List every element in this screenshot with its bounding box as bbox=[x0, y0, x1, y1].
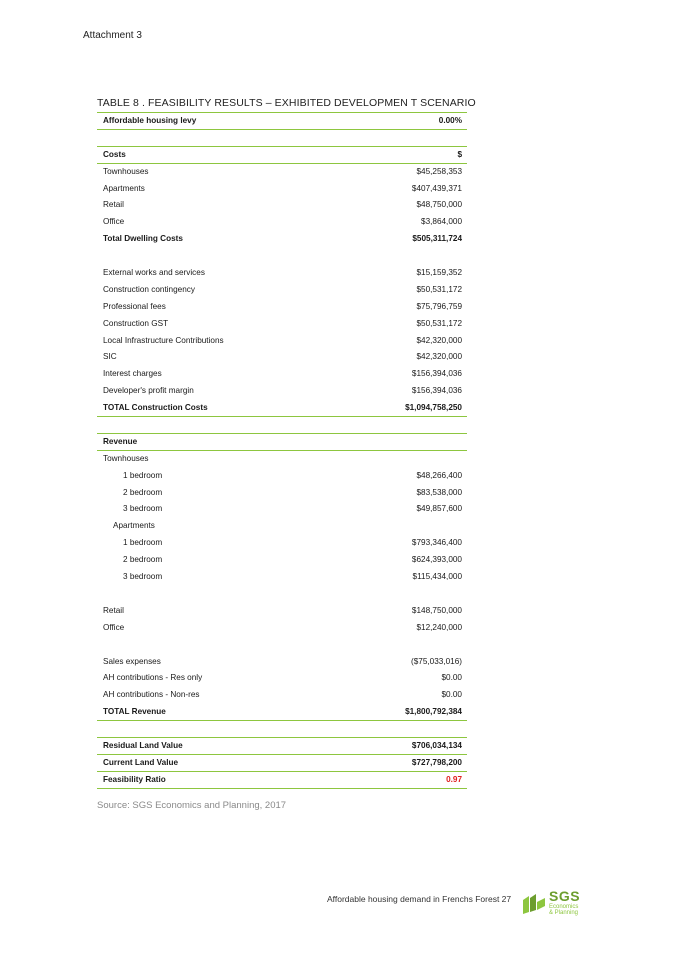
row-value: $156,394,036 bbox=[411, 369, 462, 379]
table-title: TABLE 8 . FEASIBILITY RESULTS – EXHIBITED DEVELOPMEN T SCENARIO bbox=[97, 97, 476, 109]
row-label: Retail bbox=[103, 605, 124, 615]
row-label: Apartments bbox=[103, 183, 145, 193]
logo-subtitle-line1: Economics bbox=[549, 904, 579, 910]
row-label: Developer's profit margin bbox=[103, 386, 194, 396]
table-row-spacer bbox=[97, 130, 467, 147]
table-row-revenue-header bbox=[97, 434, 467, 451]
table-row bbox=[97, 333, 467, 350]
row-label: 1 bedroom bbox=[123, 470, 163, 480]
table-row bbox=[97, 485, 467, 502]
table-row bbox=[97, 468, 467, 485]
row-label: Professional fees bbox=[103, 301, 166, 311]
row-value: ($75,033,016) bbox=[411, 656, 462, 666]
table-row bbox=[97, 214, 467, 231]
attachment-label: Attachment 3 bbox=[83, 30, 142, 41]
row-label: Construction GST bbox=[103, 318, 169, 328]
table-row bbox=[97, 451, 467, 468]
table-row-spacer bbox=[97, 586, 467, 603]
table-row-spacer bbox=[97, 637, 467, 654]
row-label: SIC bbox=[103, 352, 117, 362]
row-label: AH contributions - Non-res bbox=[103, 690, 200, 700]
row-label: Interest charges bbox=[103, 369, 162, 379]
row-label: Sales expenses bbox=[103, 656, 161, 666]
row-value: $83,538,000 bbox=[416, 487, 462, 497]
logo-subtitle-line2: & Planning bbox=[549, 910, 579, 916]
row-label: TOTAL Revenue bbox=[103, 707, 166, 717]
sgs-logo bbox=[521, 890, 581, 918]
row-label: Construction contingency bbox=[103, 284, 195, 294]
row-label: External works and services bbox=[103, 268, 205, 278]
table-row-total-dwelling bbox=[97, 231, 467, 248]
currency-symbol: $ bbox=[457, 149, 462, 159]
row-label: 2 bedroom bbox=[123, 487, 163, 497]
row-value: $727,798,200 bbox=[411, 757, 462, 767]
row-label: 3 bedroom bbox=[123, 504, 163, 514]
row-value: $3,864,000 bbox=[421, 217, 462, 227]
table-row-spacer bbox=[97, 248, 467, 265]
logo-wordmark: SGS bbox=[549, 888, 581, 904]
footer-page-text: Affordable housing demand in Frenchs Forest 27 bbox=[327, 894, 512, 904]
row-label: Affordable housing levy bbox=[103, 116, 197, 125]
table-row-total-revenue bbox=[97, 704, 467, 721]
table-row bbox=[97, 197, 467, 214]
row-label: Apartments bbox=[113, 521, 155, 531]
row-label: Townhouses bbox=[103, 453, 149, 463]
row-label: TOTAL Construction Costs bbox=[103, 403, 208, 413]
table-row-spacer bbox=[97, 721, 467, 738]
row-value: $15,159,352 bbox=[416, 268, 462, 278]
row-value: $75,796,759 bbox=[416, 301, 462, 311]
table-row bbox=[97, 603, 467, 620]
row-label: Residual Land Value bbox=[103, 740, 183, 750]
table-row bbox=[97, 282, 467, 299]
source-note: Source: SGS Economics and Planning, 2017 bbox=[97, 800, 287, 811]
table-row bbox=[97, 620, 467, 637]
row-value: $49,857,600 bbox=[416, 504, 462, 514]
table-row bbox=[97, 383, 467, 400]
table-row-total-construction bbox=[97, 400, 467, 417]
row-value: $0.00 bbox=[441, 690, 462, 700]
table-row bbox=[97, 181, 467, 198]
row-label: Office bbox=[103, 622, 125, 632]
row-label: 1 bedroom bbox=[123, 538, 163, 548]
row-value: 0.00% bbox=[438, 116, 462, 125]
sgs-logo-icon bbox=[521, 892, 547, 916]
table-row bbox=[97, 349, 467, 366]
table-row bbox=[97, 518, 467, 535]
table-row bbox=[97, 687, 467, 704]
row-label: Retail bbox=[103, 200, 124, 210]
row-value: $148,750,000 bbox=[411, 605, 462, 615]
table-row-spacer bbox=[97, 417, 467, 434]
table-row bbox=[97, 654, 467, 671]
table-row bbox=[97, 316, 467, 333]
feasibility-table bbox=[97, 113, 467, 789]
section-header: Costs bbox=[103, 149, 126, 159]
row-label: 3 bedroom bbox=[123, 572, 163, 582]
row-value: $0.00 bbox=[441, 673, 462, 683]
row-value: $505,311,724 bbox=[412, 234, 462, 244]
row-value: $407,439,371 bbox=[411, 183, 462, 193]
row-value: $42,320,000 bbox=[416, 335, 462, 345]
row-value: $793,346,400 bbox=[411, 538, 462, 548]
table-row-levy bbox=[97, 113, 467, 130]
row-label: Townhouses bbox=[103, 166, 149, 176]
row-value: $156,394,036 bbox=[411, 386, 462, 396]
feasibility-ratio-value: 0.97 bbox=[446, 774, 462, 784]
row-label: Total Dwelling Costs bbox=[103, 234, 183, 244]
section-header: Revenue bbox=[103, 436, 138, 446]
table-row bbox=[97, 265, 467, 282]
table-row bbox=[97, 501, 467, 518]
table-row bbox=[97, 366, 467, 383]
row-value: $12,240,000 bbox=[416, 622, 462, 632]
row-value: $1,094,758,250 bbox=[405, 403, 462, 413]
row-value: $50,531,172 bbox=[416, 318, 462, 328]
table-row bbox=[97, 552, 467, 569]
row-value: $42,320,000 bbox=[416, 352, 462, 362]
row-value: $45,258,353 bbox=[416, 166, 462, 176]
row-label: 2 bedroom bbox=[123, 555, 163, 565]
table-row bbox=[97, 164, 467, 181]
row-label: Office bbox=[103, 217, 125, 227]
table-row-feasibility-ratio bbox=[97, 772, 467, 789]
row-value: $115,434,000 bbox=[412, 572, 462, 582]
row-label: AH contributions - Res only bbox=[103, 673, 203, 683]
table-row-current-land-value bbox=[97, 755, 467, 772]
row-value: $48,266,400 bbox=[416, 470, 462, 480]
row-value: $624,393,000 bbox=[411, 555, 462, 565]
row-label: Current Land Value bbox=[103, 757, 179, 767]
table-row-costs-header bbox=[97, 147, 467, 164]
row-value: $1,800,792,384 bbox=[405, 707, 462, 717]
table-row bbox=[97, 535, 467, 552]
row-label: Feasibility Ratio bbox=[103, 774, 166, 784]
table-row bbox=[97, 670, 467, 687]
row-label: Local Infrastructure Contributions bbox=[103, 335, 224, 345]
table-row-residual-land-value bbox=[97, 738, 467, 755]
table-row bbox=[97, 299, 467, 316]
row-value: $48,750,000 bbox=[416, 200, 462, 210]
row-value: $50,531,172 bbox=[416, 284, 462, 294]
table-row bbox=[97, 569, 467, 586]
row-value: $706,034,134 bbox=[411, 740, 462, 750]
